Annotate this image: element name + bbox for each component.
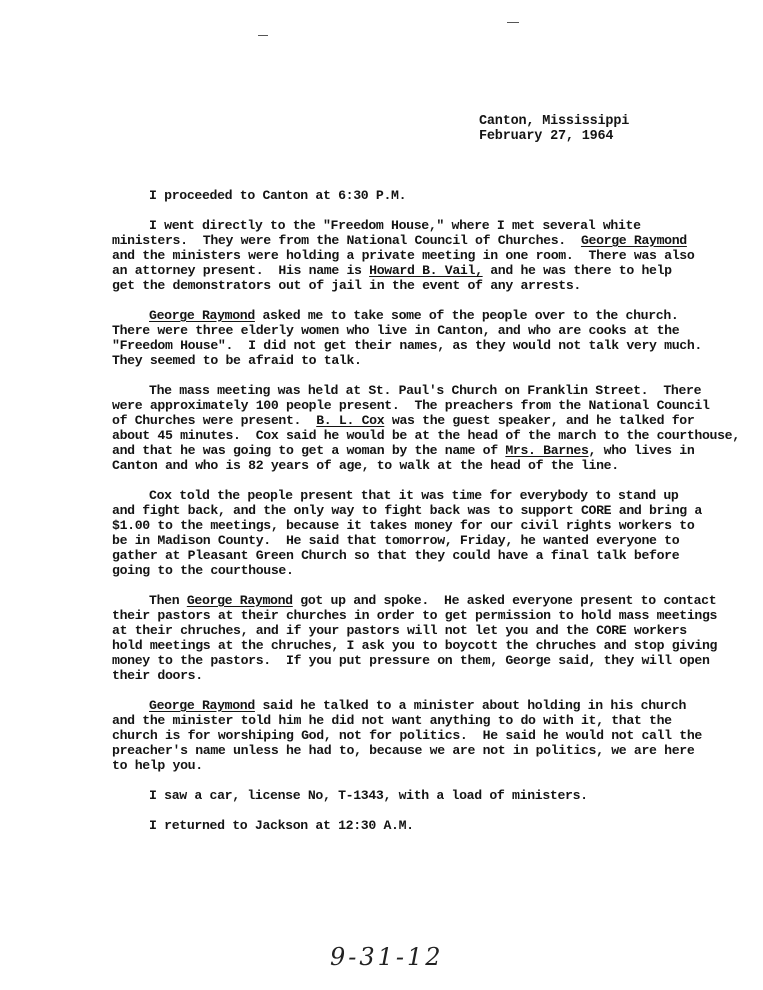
text-line bbox=[112, 548, 752, 563]
text-run: Then bbox=[149, 593, 187, 608]
text-line bbox=[112, 428, 752, 443]
body-paragraph bbox=[112, 818, 752, 833]
text-run: at their chruches, and if your pastors will not let you and the CORE workers bbox=[112, 623, 687, 638]
text-line bbox=[112, 818, 752, 833]
scan-speck bbox=[507, 22, 519, 23]
letter-header bbox=[479, 114, 629, 144]
text-run: and fight back, and the only way to fight back was to support CORE and bring a bbox=[112, 503, 702, 518]
text-run: going to the courthouse. bbox=[112, 563, 294, 578]
text-run: be in Madison County. He said that tomorrow, Friday, he wanted everyone to bbox=[112, 533, 680, 548]
text-line bbox=[112, 563, 752, 578]
body-paragraph bbox=[112, 698, 752, 773]
text-run: their doors. bbox=[112, 668, 203, 683]
text-run: and the ministers were holding a private meeting in one room. There was also bbox=[112, 248, 695, 263]
text-run: preacher's name unless he had to, because we are not in politics, we are here bbox=[112, 743, 695, 758]
text-run: were approximately 100 people present. The preachers from the National Council bbox=[112, 398, 710, 413]
text-run: ministers. They were from the National Council of Churches. bbox=[112, 233, 581, 248]
body-paragraph bbox=[112, 383, 752, 473]
text-line bbox=[112, 638, 752, 653]
text-line bbox=[112, 218, 752, 233]
underlined-name: Howard B. Vail, bbox=[369, 263, 483, 278]
underlined-name: George Raymond bbox=[580, 233, 687, 248]
text-line bbox=[112, 233, 752, 248]
text-line bbox=[112, 398, 752, 413]
text-line bbox=[112, 593, 752, 608]
text-line bbox=[112, 788, 752, 803]
text-run: I returned to Jackson at 12:30 A.M. bbox=[149, 818, 414, 833]
document-body bbox=[112, 188, 752, 848]
underlined-name: George Raymond bbox=[149, 698, 255, 713]
text-line bbox=[112, 413, 752, 428]
text-run: church is for worshiping God, not for politics. He said he would not call the bbox=[112, 728, 702, 743]
text-run: I went directly to the "Freedom House," where I met several white bbox=[149, 218, 641, 233]
text-line bbox=[112, 308, 752, 323]
text-run: There were three elderly women who live in Canton, and who are cooks at the bbox=[112, 323, 680, 338]
text-run: I saw a car, license No, T-1343, with a load of ministers. bbox=[149, 788, 588, 803]
text-run: I proceeded to Canton at 6:30 P.M. bbox=[149, 188, 407, 203]
scan-speck bbox=[258, 35, 268, 36]
text-line bbox=[112, 383, 752, 398]
text-run: and he was there to help bbox=[482, 263, 672, 278]
text-run: , who lives in bbox=[588, 443, 695, 458]
text-run: to help you. bbox=[112, 758, 203, 773]
text-line bbox=[112, 248, 752, 263]
header-date: February 27, 1964 bbox=[479, 129, 614, 144]
text-line bbox=[112, 503, 752, 518]
text-line bbox=[112, 323, 752, 338]
underlined-name: Mrs. Barnes bbox=[505, 443, 589, 458]
text-line bbox=[112, 728, 752, 743]
text-run: They seemed to be afraid to talk. bbox=[112, 353, 362, 368]
text-line bbox=[112, 758, 752, 773]
text-line bbox=[112, 278, 752, 293]
body-paragraph bbox=[112, 218, 752, 293]
underlined-name: B. L. Cox bbox=[316, 413, 385, 428]
text-run: money to the pastors. If you put pressure on them, George said, they will open bbox=[112, 653, 710, 668]
text-line bbox=[112, 608, 752, 623]
header-place: Canton, Mississippi bbox=[479, 114, 630, 129]
text-run: of Churches were present. bbox=[112, 413, 317, 428]
text-line bbox=[112, 623, 752, 638]
underlined-name: George Raymond bbox=[186, 593, 293, 608]
text-run: The mass meeting was held at St. Paul's Church on Franklin Street. There bbox=[149, 383, 702, 398]
text-line bbox=[112, 653, 752, 668]
handwritten-file-number: 9-31-12 bbox=[330, 943, 444, 971]
text-line bbox=[112, 458, 752, 473]
text-run: get the demonstrators out of jail in the event of any arrests. bbox=[112, 278, 581, 293]
text-line bbox=[112, 668, 752, 683]
text-line bbox=[112, 533, 752, 548]
body-paragraph bbox=[112, 488, 752, 578]
text-run: about 45 minutes. Cox said he would be at the head of the march to the courthouse, bbox=[112, 428, 740, 443]
body-paragraph bbox=[112, 593, 752, 683]
text-run: "Freedom House". I did not get their names, as they would not talk very much. bbox=[112, 338, 702, 353]
text-run: $1.00 to the meetings, because it takes money for our civil rights workers to bbox=[112, 518, 695, 533]
text-line bbox=[112, 698, 752, 713]
text-run: gather at Pleasant Green Church so that they could have a final talk before bbox=[112, 548, 680, 563]
text-line bbox=[112, 518, 752, 533]
body-paragraph bbox=[112, 308, 752, 368]
text-run: got up and spoke. He asked everyone present to contact bbox=[292, 593, 717, 608]
text-run: and that he was going to get a woman by the name of bbox=[112, 443, 506, 458]
text-line bbox=[112, 713, 752, 728]
underlined-name: George Raymond bbox=[149, 308, 255, 323]
text-line bbox=[112, 263, 752, 278]
body-paragraph bbox=[112, 788, 752, 803]
body-paragraph bbox=[112, 188, 752, 203]
text-run: their pastors at their churches in order to get permission to hold mass meetings bbox=[112, 608, 718, 623]
text-run: asked me to take some of the people over to the church. bbox=[254, 308, 679, 323]
text-line bbox=[112, 488, 752, 503]
text-run: was the guest speaker, and he talked for bbox=[384, 413, 695, 428]
text-run: said he talked to a minister about holding in his church bbox=[254, 698, 687, 713]
text-line bbox=[112, 188, 752, 203]
text-line bbox=[112, 743, 752, 758]
text-run: Canton and who is 82 years of age, to walk at the head of the line. bbox=[112, 458, 619, 473]
text-run: hold meetings at the chruches, I ask you to boycott the chruches and stop giving bbox=[112, 638, 718, 653]
text-line bbox=[112, 353, 752, 368]
text-run: an attorney present. His name is bbox=[112, 263, 370, 278]
text-run: Cox told the people present that it was time for everybody to stand up bbox=[149, 488, 679, 503]
text-run: and the minister told him he did not want anything to do with it, that the bbox=[112, 713, 672, 728]
text-line bbox=[112, 338, 752, 353]
text-line bbox=[112, 443, 752, 458]
